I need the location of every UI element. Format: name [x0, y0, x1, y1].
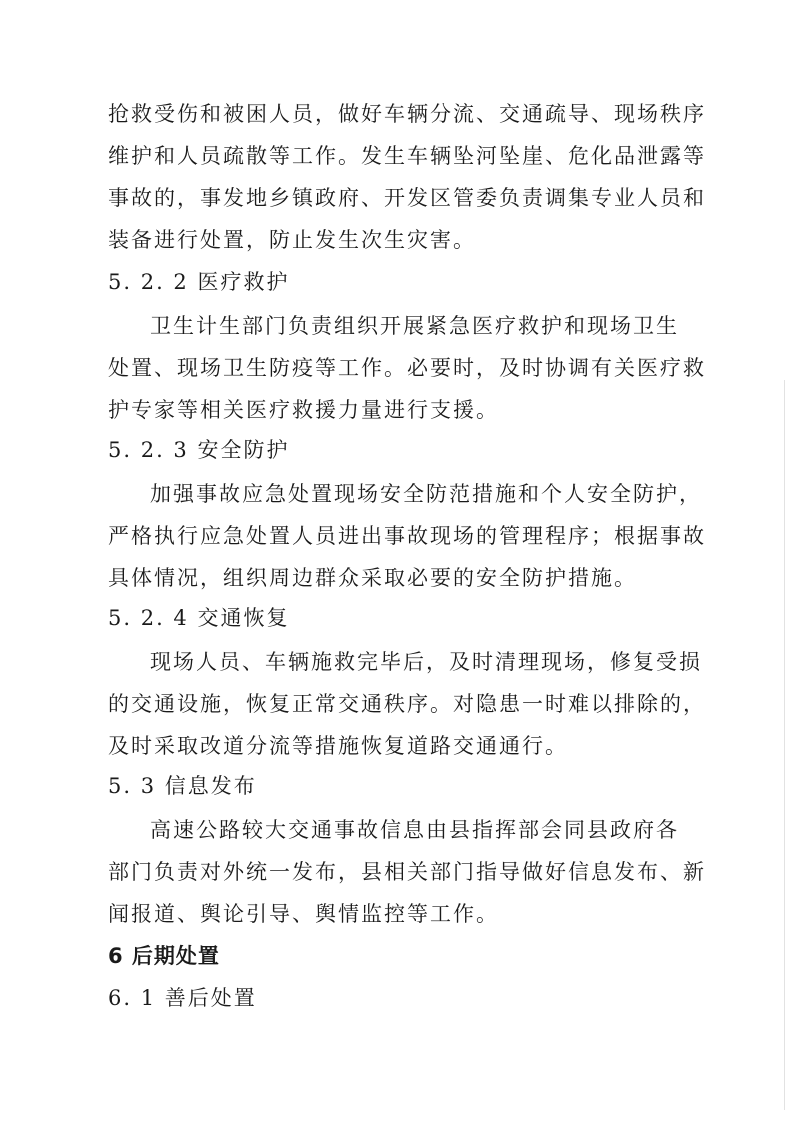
body-text-line: 闻报道、舆论引导、舆情监控等工作。: [108, 902, 499, 926]
paragraph-first-line: 卫生计生部门负责组织开展紧急医疗救护和现场卫生: [150, 314, 679, 338]
body-text-line: 事故的，事发地乡镇政府、开发区管委负责调集专业人员和: [108, 186, 706, 210]
body-text-line: 的交通设施，恢复正常交通秩序。对隐患一时难以排除的，: [108, 692, 706, 716]
paragraph-first-line: 高速公路较大交通事故信息由县指挥部会同县政府各: [150, 818, 679, 842]
scan-edge-line: [784, 380, 785, 1110]
body-text-line: 部门负责对外统一发布，县相关部门指导做好信息发布、新: [108, 860, 706, 884]
body-text-line: 护专家等相关医疗救援力量进行支援。: [108, 398, 499, 422]
body-text-line: 严格执行应急处置人员进出事故现场的管理程序；根据事故: [108, 524, 706, 548]
body-text-line: 处置、现场卫生防疫等工作。必要时，及时协调有关医疗救: [108, 356, 706, 380]
body-text-line: 装备进行处置，防止发生次生灾害。: [108, 228, 476, 252]
paragraph-first-line: 现场人员、车辆施救完毕后，及时清理现场，修复受损: [150, 650, 702, 674]
paragraph-first-line: 加强事故应急处置现场安全防范措施和个人安全防护，: [150, 482, 702, 506]
body-text-line: 及时采取改道分流等措施恢复道路交通通行。: [108, 734, 568, 758]
body-text-line: 抢救受伤和被困人员，做好车辆分流、交通疏导、现场秩序: [108, 102, 706, 126]
section-heading-5-2-4: 5. 2. 4 交通恢复: [108, 606, 290, 630]
body-text-line: 维护和人员疏散等工作。发生车辆坠河坠崖、危化品泄露等: [108, 144, 706, 168]
section-heading-6-1: 6. 1 善后处置: [108, 986, 257, 1010]
chapter-heading-6: 6 后期处置: [108, 944, 220, 968]
body-text-line: 具体情况，组织周边群众采取必要的安全防护措施。: [108, 566, 637, 590]
section-heading-5-2-2: 5. 2. 2 医疗救护: [108, 270, 290, 294]
section-heading-5-3: 5. 3 信息发布: [108, 774, 257, 798]
section-heading-5-2-3: 5. 2. 3 安全防护: [108, 438, 290, 462]
